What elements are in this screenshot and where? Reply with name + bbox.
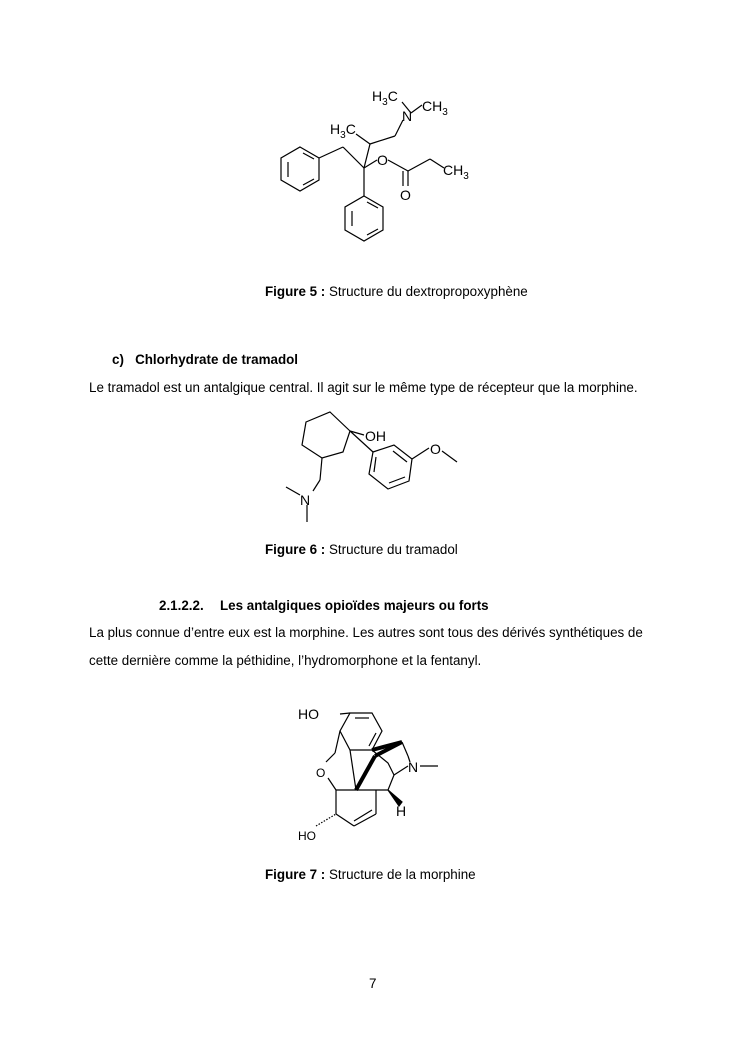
figure-5-caption-text: Structure du dextropropoxyphène — [325, 284, 528, 299]
section-2122-paragraph-line-1: La plus connue d’entre eux est la morphine. Les autres sont tous des dérivés synthétiques de — [89, 625, 643, 640]
page-number: 7 — [369, 976, 377, 991]
svg-text:N: N — [408, 759, 419, 775]
svg-text:OH: OH — [365, 428, 386, 444]
morphine-structure — [290, 700, 450, 850]
section-c-paragraph: Le tramadol est un antalgique central. Il agit sur le même type de récepteur que la morphine. — [89, 380, 638, 395]
figure-6-caption — [265, 542, 458, 557]
svg-text:N: N — [300, 492, 311, 508]
svg-text:O: O — [400, 187, 411, 203]
benzene-ring-left — [281, 147, 319, 191]
svg-text:HO: HO — [298, 829, 316, 843]
svg-text:O: O — [316, 766, 326, 780]
svg-text:H3C: $H_3C$ — [330, 121, 356, 141]
figure-7-label: Figure 7 : — [265, 867, 326, 882]
benzene-ring-bottom — [345, 196, 383, 241]
nitrogen-atom-label: N — [402, 108, 413, 124]
svg-text:O: O — [430, 441, 441, 457]
figure-5-caption — [265, 284, 528, 299]
figure-6-caption-text: Structure du tramadol — [325, 542, 458, 557]
dextropropoxyphene-structure — [260, 80, 500, 250]
svg-text:O: O — [377, 152, 388, 168]
svg-text:CH3: $CH_3$ — [422, 98, 448, 118]
svg-text:CH3: $CH_3$ — [443, 162, 469, 182]
figure-5-label: Figure 5 : — [265, 284, 326, 299]
section-2122-paragraph-line-2: cette dernière comme la péthidine, l’hydromorphone et la fentanyl. — [89, 653, 482, 668]
figure-7-caption — [265, 867, 476, 882]
cyclohexane-ring — [302, 412, 350, 458]
svg-text:HO: HO — [298, 706, 319, 722]
figure-7-caption-text: Structure de la morphine — [325, 867, 476, 882]
section-2122-title: Les antalgiques opioïdes majeurs ou forts — [220, 598, 489, 613]
section-2122-number: 2.1.2.2. — [159, 598, 204, 613]
tramadol-structure — [280, 405, 480, 530]
svg-text:H: H — [396, 803, 407, 819]
section-c-heading: c) Chlorhydrate de tramadol — [112, 352, 299, 367]
figure-6-label: Figure 6 : — [265, 542, 326, 557]
svg-text:H3C: $H_3C$ — [372, 88, 398, 108]
